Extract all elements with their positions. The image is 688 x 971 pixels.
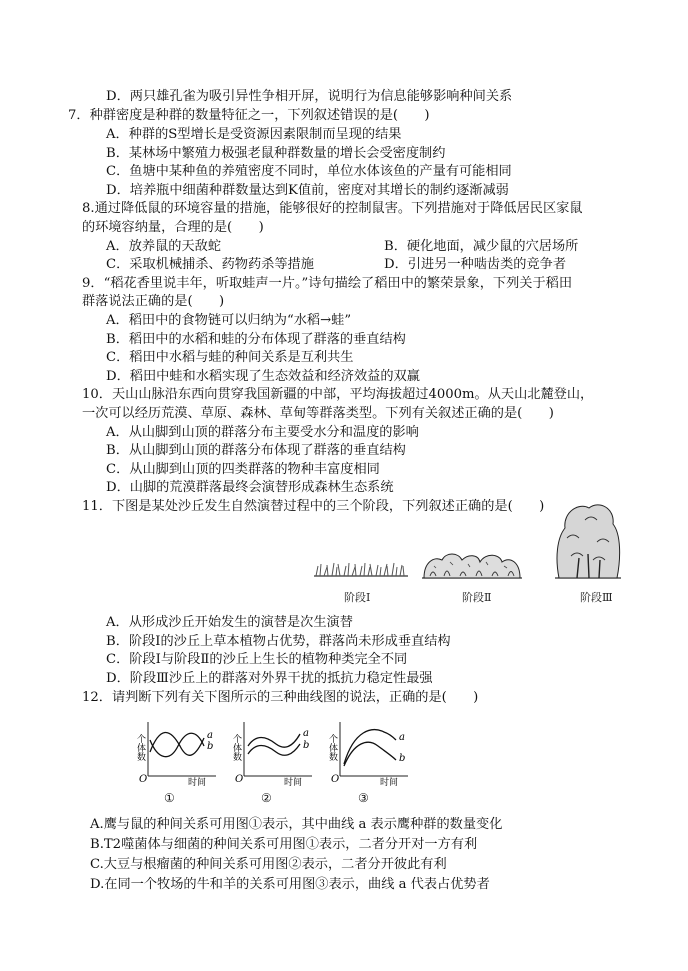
q9-option-a: A．稻田中的食物链可以归纳为“水稻→蛙”	[106, 313, 352, 328]
q8-option-c: C．采取机械捕杀、药物药杀等措施	[106, 257, 314, 272]
q12-option-a: A.鹰与鼠的种间关系可用图①表示，其中曲线 a 表示鹰种群的数量变化	[90, 817, 503, 832]
curve-graph-1	[130, 716, 226, 786]
origin-label: O	[331, 774, 340, 785]
graph-1-caption: ①	[164, 791, 175, 805]
q7-option-d: D．培养瓶中细菌种群数量达到K值前，密度对其增长的制约逐渐减弱	[106, 183, 509, 198]
q9-stem-line2: 群落说法正确的是( )	[82, 294, 225, 309]
q8-option-a: A．放养鼠的天敌蛇	[106, 239, 222, 254]
q8-option-d: D．引进另一种啮齿类的竞争者	[384, 257, 567, 272]
curve-graph-3	[322, 716, 418, 786]
q11-option-d: D．阶段Ⅲ沙丘上的群落对外界干扰的抵抗力稳定性最强	[106, 671, 433, 686]
q10-stem-line2: 一次可以经历荒漠、草原、森林、草甸等群落类型。下列有关叙述正确的是( )	[82, 406, 554, 421]
curve-b-label: b	[399, 753, 406, 764]
q8-stem-line1: 8.通过降低鼠的环境容量的措施，能够很好的控制鼠害。下列措施对于降低居民区家鼠	[82, 201, 583, 216]
q7-option-b: B．某林场中繁殖力极强老鼠种群数量的增长会受密度制约	[106, 146, 446, 161]
curve-a-label: a	[303, 728, 309, 739]
q8-option-b: B．硬化地面，减少鼠的穴居场所	[384, 239, 579, 254]
stage-1-grass-illustration	[312, 546, 410, 582]
stage-3-forest-illustration	[553, 498, 623, 584]
curve-b-label: b	[207, 741, 214, 752]
q7-option-c: C．鱼塘中某种鱼的养殖密度不同时，单位水体该鱼的产量有可能相同	[106, 164, 512, 179]
curve-graph-2	[226, 716, 322, 786]
x-axis-label: 时间	[380, 778, 399, 786]
q9-stem-line1: 9．“稻花香里说丰年，听取蛙声一片。”诗句描绘了稻田中的繁荣景象，下列关于稻田	[82, 276, 573, 291]
q10-option-c: C．从山脚到山顶的四类群落的物种丰富度相同	[106, 462, 380, 477]
q11-option-c: C．阶段Ⅰ与阶段Ⅱ的沙丘上生长的植物种类完全不同	[106, 652, 408, 667]
q8-stem-line2: 的环境容纳量，合理的是( )	[82, 220, 264, 235]
origin-label: O	[235, 774, 244, 785]
stage-2-shrub-illustration	[420, 540, 524, 584]
stage-3-label: 阶段Ⅲ	[580, 591, 613, 604]
q9-option-b: B．稻田中的水稻和蛙的分布体现了群落的垂直结构	[106, 332, 406, 347]
curve-b	[248, 744, 300, 755]
curve-a-label: a	[207, 730, 213, 741]
graph-3-caption: ③	[358, 791, 369, 805]
q12-option-b: B.T2噬菌体与细菌的种间关系可用图①表示，二者分开对一方有利	[90, 837, 478, 852]
q12-option-d: D.在同一个牧场的牛和羊的关系可用图③表示，曲线 a 代表占优势者	[90, 877, 490, 892]
curve-a-label: a	[399, 732, 405, 743]
x-axis-label: 时间	[284, 778, 303, 786]
q11-option-b: B．阶段Ⅰ的沙丘上草本植物占优势，群落尚未形成垂直结构	[106, 634, 451, 649]
curve-a	[150, 732, 204, 755]
q10-option-a: A．从山脚到山顶的群落分布主要受水分和温度的影响	[106, 425, 419, 440]
origin-label: O	[139, 774, 148, 785]
q12-stem: 12．请判断下列有关下图所示的三种曲线图的说法，正确的是( )	[82, 690, 479, 705]
q10-stem-line1: 10．天山山脉沿东西向贯穿我国新疆的中部，平均海拔超过4000m。从天山北麓登山，	[82, 387, 594, 402]
q7-stem: 7．种群密度是种群的数量特征之一，下列叙述错误的是( )	[68, 108, 430, 123]
curve-a	[248, 734, 300, 747]
curve-a	[344, 730, 396, 764]
q10-option-b: B．从山脚到山顶的群落分布体现了群落的垂直结构	[106, 443, 406, 458]
q9-option-c: C．稻田中水稻与蛙的种间关系是互利共生	[106, 350, 354, 365]
y-axis-label: 个体数	[135, 734, 145, 761]
q11-stem: 11．下图是某处沙丘发生自然演替过程中的三个阶段，下列叙述正确的是( )	[82, 499, 545, 514]
q10-option-d: D．山脚的荒漠群落最终会演替形成森林生态系统	[106, 480, 394, 495]
y-axis-label: 个体数	[327, 734, 337, 761]
curve-b-label: b	[303, 740, 310, 751]
graph-2-caption: ②	[261, 791, 272, 805]
y-axis-label: 个体数	[231, 734, 241, 761]
q9-option-d: D．稻田中蛙和水稻实现了生态效益和经济效益的双赢	[106, 369, 420, 384]
q12-option-c: C.大豆与根瘤菌的种间关系可用图②表示，二者分开彼此有利	[90, 857, 447, 872]
x-axis-label: 时间	[188, 778, 207, 786]
q11-option-a: A．从形成沙丘开始发生的演替是次生演替	[106, 615, 353, 630]
stage-1-label: 阶段Ⅰ	[344, 591, 371, 604]
q7-option-a: A．种群的S型增长是受资源因素限制而呈现的结果	[106, 127, 402, 142]
stage-2-label: 阶段Ⅱ	[462, 591, 492, 604]
q6-option-d: D．两只雄孔雀为吸引异性争相开屏，说明行为信息能够影响种间关系	[106, 89, 513, 104]
